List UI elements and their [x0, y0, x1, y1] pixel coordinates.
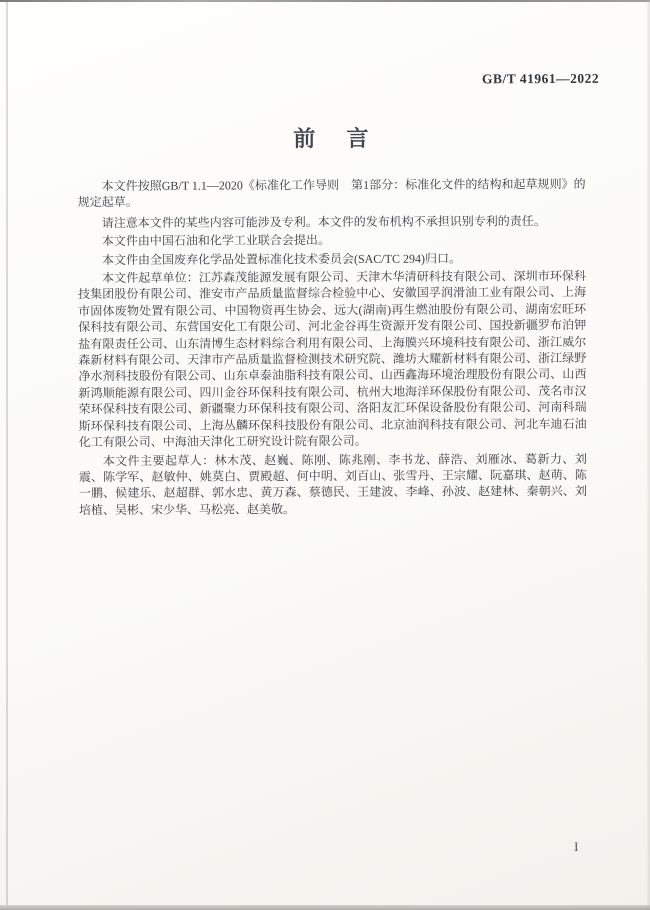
foreword-paragraph-drafting-rules: 本文件按照GB/T 1.1—2020《标准化工作导则 第1部分：标准化文件的结构和起草规则》的规定起草。 — [77, 176, 586, 210]
foreword-paragraph-main-drafters: 本文件主要起草人：林木茂、赵巍、陈刚、陈兆刚、李书龙、薛浩、刘雁冰、葛新力、刘震、陈学军、赵敏仲、姚莫白、贾殿超、何中明、刘百山、张雪丹、王宗耀、阮嘉琪、赵萌、陈一鹏、候建乐、赵超群、郭水忠、黄万森、蔡德民、王建波、李峰、孙波、赵建林、秦朝兴、刘培植、吴彬、宋少华、马松亮、赵美敬。 — [78, 451, 587, 517]
scan-edge-left — [6, 2, 8, 905]
page-title-char2: 言 — [346, 125, 370, 151]
foreword-paragraph-centralized-by: 本文件由全国废弃化学品处置标准化技术委员会(SAC/TC 294)归口。 — [101, 251, 461, 267]
standard-code: GB/T 41961—2022 — [481, 70, 600, 87]
page-title — [77, 121, 585, 154]
page-number: I — [574, 838, 579, 854]
page-content — [77, 0, 600, 910]
scan-edge-right — [646, 0, 650, 910]
foreword-paragraph-proposed-by: 本文件由中国石油和化学工业联合会提出。 — [101, 233, 330, 249]
foreword-paragraph-patent-notice: 请注意本文件的某些内容可能涉及专利。本文件的发布机构不承担识别专利的责任。 — [101, 213, 546, 230]
page-title-char1: 前 — [293, 126, 317, 152]
foreword-paragraph-drafting-organizations: 本文件起草单位：江苏森茂能源发展有限公司、天津木华清研科技有限公司、深圳市环保科技集团股份有限公司、淮安市产品质量监督综合检验中心、安徽国孚润滑油工业有限公司、上海市固体废物处置有限公司、中国物资再生协会、远大(湖南)再生燃油股份有限公司、湖南宏旺环保科技有限公司、东营国安化工有限公司、河北金谷再生资源开发有限公司、国投新疆罗布泊钾盐有限责任公司、山东清博生态材料综合利用有限公司、上海膜兴环境科技有限公司、浙江威尔森新材料有限公司、天津市产品质量监督检测技术研究院、潍坊大耀新材料有限公司、浙江绿野净水剂科技股份有限公司、山东卓泰油脂科技有限公司、山西鑫海环境治理股份有限公司、山西新鸿顺能源有限公司、四川金谷环保科技有限公司、杭州大地海洋环保股份有限公司、茂名市汉荣环保科技有限公司、新疆聚力环保科技有限公司、洛阳友汇环保设备股份有限公司、河南科瑞斯环保科技有限公司、上海丛麟环保科技股份有限公司、北京油润科技有限公司、河北车迪石油化工有限公司、中海油天津化工研究设计院有限公司。 — [78, 268, 587, 450]
foreword-body — [78, 176, 587, 518]
